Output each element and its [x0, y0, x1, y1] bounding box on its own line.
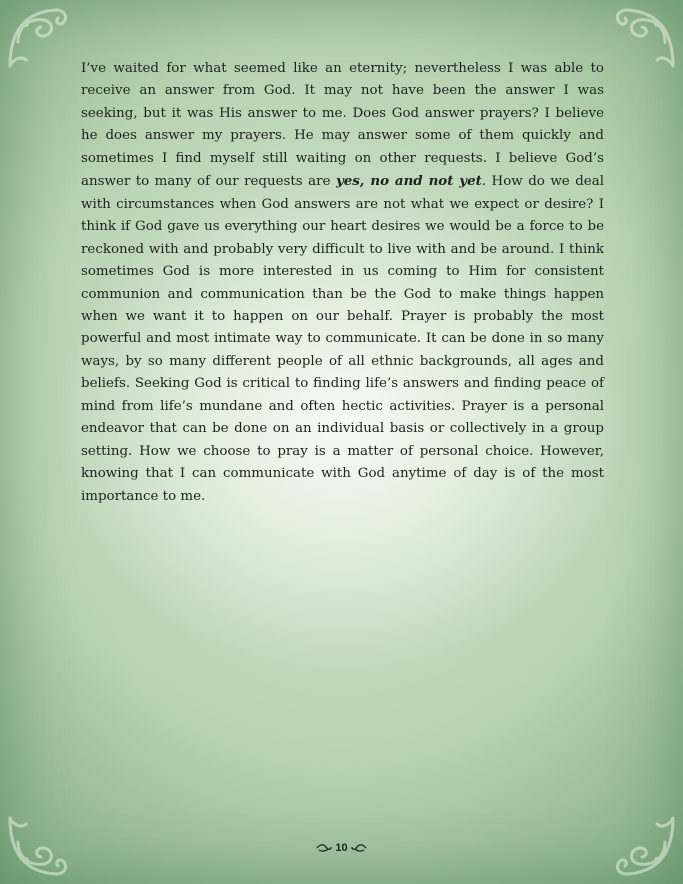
page-number: 10 — [335, 842, 348, 855]
corner-flourish-icon — [4, 2, 74, 72]
flourish-left-icon — [316, 843, 332, 853]
body-paragraph — [81, 58, 604, 508]
corner-flourish-icon — [609, 2, 679, 72]
paragraph-text-after: . How do we deal with circumstances when God answers are not what we expect or desire? I think if God gave us everything our heart desires we would be a force to be reckoned with and probably very difficult to live with and be around. I think sometimes God is more interested in us coming to Him for consistent communion and communication than be the God to make things happen when we want it to happen on our behalf. Prayer is probably the most powerful and most intimate way to communicate. It can be done in so many ways, by so many different people of all ethnic backgrounds, all ages and beliefs. Seeking God is critical to finding life’s answers and finding peace of mind from life’s mundane and often hectic activities. Prayer is a personal endeavor that can be done on an individual basis or collectively in a group setting. How we choose to pray is a matter of personal choice. However, knowing that I can communicate with God anytime of day is of the most importance to me. — [81, 174, 604, 504]
page-footer — [0, 842, 683, 854]
paragraph-emphasis: yes, no and not yet — [335, 173, 482, 190]
paragraph-text-before: I’ve waited for what seemed like an eternity; nevertheless I was able to receive an answer from God. It may not have been the answer I was seeking, but it was His answer to me. Does God answer prayers? I believe he does answer my prayers. He may answer some of them quickly and sometimes I find myself still waiting on other requests. I believe God’s answer to many of our requests are — [81, 61, 604, 190]
flourish-right-icon — [351, 843, 367, 853]
